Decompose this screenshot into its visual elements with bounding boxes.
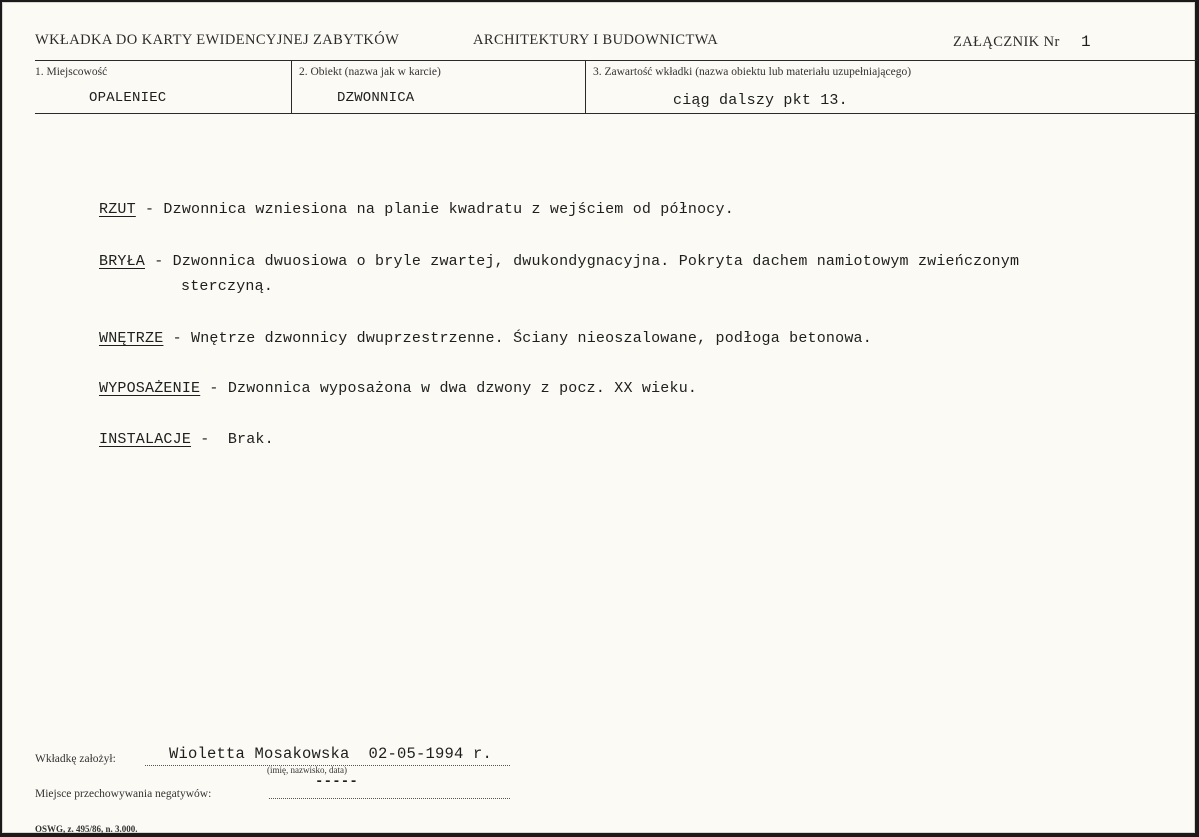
fields-bottom-rule bbox=[35, 113, 1198, 114]
section-label: WYPOSAŻENIE bbox=[99, 380, 201, 397]
section-text: Brak. bbox=[227, 431, 274, 448]
object-label: 2. Obiekt (nazwa jak w karcie) bbox=[299, 66, 441, 78]
section-label: RZUT bbox=[99, 201, 136, 218]
print-info: OSWG, z. 495/86, n. 3.000. bbox=[35, 824, 138, 834]
form-title: WKŁADKA DO KARTY EWIDENCYJNEJ ZABYTKÓW bbox=[35, 32, 400, 48]
section-label: WNĘTRZE bbox=[99, 330, 164, 347]
locality-label: 1. Miejscowość bbox=[35, 66, 108, 78]
negatives-label: Miejsce przechowywania negatywów: bbox=[35, 788, 212, 800]
section-bryla bbox=[99, 253, 1139, 270]
section-separator: - bbox=[145, 253, 173, 270]
negatives-dotted-line bbox=[269, 798, 510, 799]
section-text: Dzwonnica wzniesiona na planie kwadratu z wejściem od północy. bbox=[163, 201, 734, 218]
section-rzut bbox=[99, 201, 1139, 218]
negatives-value: ----- bbox=[315, 774, 359, 790]
author-value: Wioletta Mosakowska 02-05-1994 r. bbox=[169, 745, 493, 763]
section-separator: - bbox=[200, 380, 228, 397]
section-wyposazenie bbox=[99, 380, 1139, 397]
section-separator: - bbox=[163, 330, 192, 347]
form-category: ARCHITEKTURY I BUDOWNICTWA bbox=[473, 32, 719, 48]
locality-value: OPALENIEC bbox=[89, 90, 167, 106]
record-card bbox=[2, 2, 1195, 833]
section-text: Wnętrze dzwonnicy dwuprzestrzenne. Ściany nieoszalowane, podłoga betonowa. bbox=[191, 330, 872, 347]
fields-divider-1 bbox=[291, 61, 292, 114]
fields-divider-2 bbox=[585, 61, 586, 114]
contents-value: ciąg dalszy pkt 13. bbox=[673, 92, 848, 109]
author-label: Wkładkę założył: bbox=[35, 753, 116, 765]
section-instalacje bbox=[99, 431, 1139, 448]
object-value: DZWONNICA bbox=[337, 90, 415, 106]
author-hint: (imię, nazwisko, data) bbox=[267, 765, 347, 775]
attachment-number: 1 bbox=[1081, 33, 1091, 51]
section-text-continued: sterczyną. bbox=[181, 278, 274, 295]
section-separator: - bbox=[135, 201, 164, 218]
section-label: INSTALACJE bbox=[99, 431, 192, 448]
section-wnetrze bbox=[99, 330, 1139, 347]
contents-label: 3. Zawartość wkładki (nazwa obiektu lub materiału uzupełniającego) bbox=[593, 66, 912, 78]
section-text: Dzwonnica wyposażona w dwa dzwony z pocz. XX wieku. bbox=[227, 380, 698, 397]
attachment-label: ZAŁĄCZNIK Nr bbox=[953, 34, 1060, 50]
section-separator: - bbox=[191, 431, 228, 448]
fields-top-rule bbox=[35, 60, 1198, 61]
section-label: BRYŁA bbox=[99, 253, 146, 270]
section-text: Dzwonnica dwuosiowa o bryle zwartej, dwukondygnacyjna. Pokryta dachem namiotowym zwieńczonym bbox=[172, 253, 1020, 270]
